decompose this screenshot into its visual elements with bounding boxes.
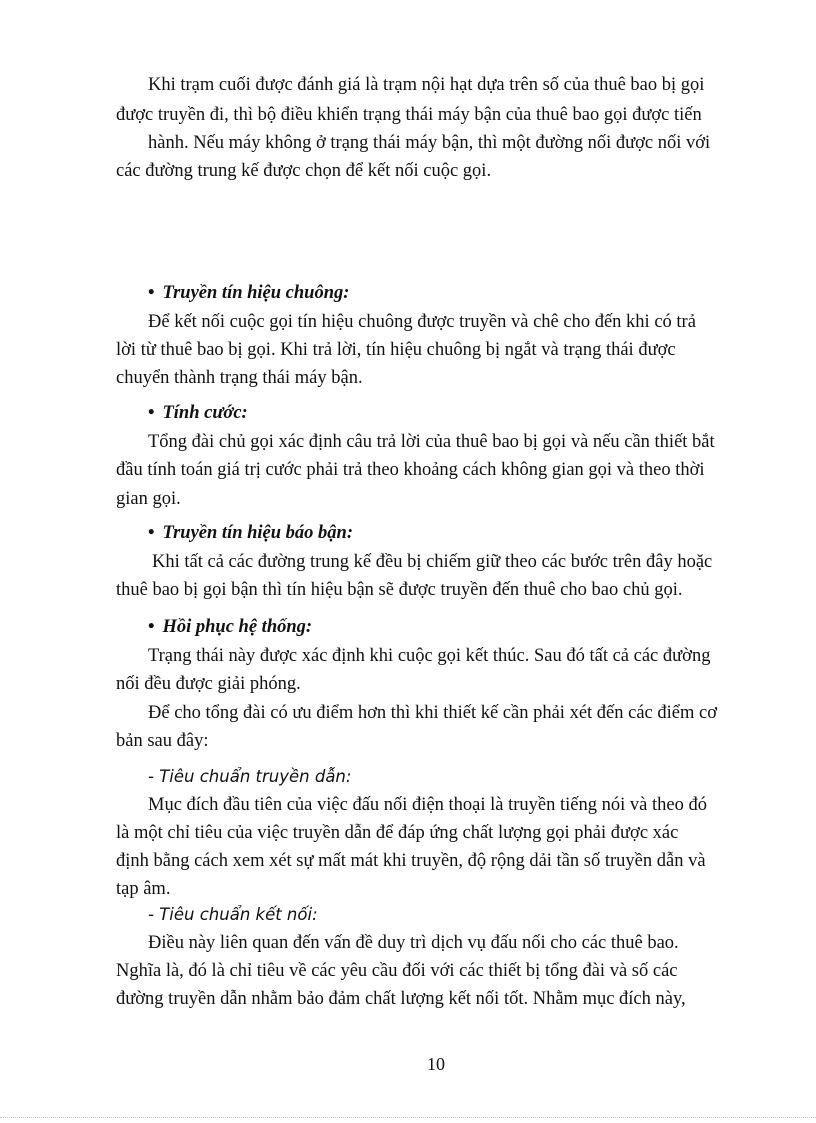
paragraph-line: Khi trạm cuối được đánh giá là trạm nội hạt dựa trên số của thuê bao bị gọi bbox=[148, 75, 705, 95]
paragraph-line: Trạng thái này được xác định khi cuộc gọi kết thúc. Sau đó tất cả các đường bbox=[148, 646, 711, 666]
page-number: 10 bbox=[427, 1054, 445, 1074]
bullet-icon: • bbox=[148, 403, 155, 423]
paragraph-line: đầu tính toán giá trị cước phải trả theo khoảng cách không gian gọi và theo thời bbox=[116, 460, 705, 480]
paragraph-line: Nghĩa là, đó là chỉ tiêu về các yêu cầu đối với các thiết bị tổng đài và số các bbox=[116, 961, 678, 981]
paragraph-line: Mục đích đầu tiên của việc đấu nối điện thoại là truyền tiếng nói và theo đó bbox=[148, 795, 707, 815]
section-heading-system-recovery bbox=[148, 616, 312, 638]
heading-text: Truyền tín hiệu báo bận: bbox=[162, 523, 353, 543]
paragraph-line: Tổng đài chủ gọi xác định câu trả lời của thuê bao bị gọi và nếu cần thiết bắt bbox=[148, 432, 715, 452]
paragraph-line: các đường trung kế được chọn để kết nối cuộc gọi. bbox=[116, 161, 492, 181]
paragraph-line: gian gọi. bbox=[116, 489, 181, 509]
paragraph-line: nối đều được giải phóng. bbox=[116, 674, 301, 694]
paragraph-line: Khi tất cả các đường trung kế đều bị chiếm giữ theo các bước trên đây hoặc bbox=[152, 552, 713, 572]
paragraph-line: là một chỉ tiêu của việc truyền dẫn để đáp ứng chất lượng gọi phải được xác bbox=[116, 823, 679, 843]
bullet-icon: • bbox=[148, 617, 155, 637]
section-heading-ring-signal bbox=[148, 282, 349, 304]
heading-text: Tính cước: bbox=[162, 403, 248, 423]
page-bottom-border bbox=[0, 1117, 816, 1118]
paragraph-line: hành. Nếu máy không ở trạng thái máy bận, thì một đường nối được nối với bbox=[148, 133, 711, 153]
paragraph-line: chuyển thành trạng thái máy bận. bbox=[116, 368, 363, 388]
paragraph-line: được truyền đi, thì bộ điều khiển trạng thái máy bận của thuê bao gọi được tiến bbox=[116, 105, 702, 125]
paragraph-line: thuê bao bị gọi bận thì tín hiệu bận sẽ được truyền đến thuê cho bao chủ gọi. bbox=[116, 580, 683, 600]
paragraph-line: định bằng cách xem xét sự mất mát khi truyền, độ rộng dải tần số truyền dẫn và bbox=[116, 851, 706, 871]
bullet-icon: • bbox=[148, 523, 155, 543]
paragraph-line: Điều này liên quan đến vấn đề duy trì dịch vụ đấu nối cho các thuê bao. bbox=[148, 933, 679, 953]
paragraph-line: đường truyền dẫn nhằm bảo đảm chất lượng kết nối tốt. Nhằm mục đích này, bbox=[116, 989, 686, 1009]
section-heading-busy-signal bbox=[148, 522, 353, 544]
heading-text: Hồi phục hệ thống: bbox=[162, 617, 313, 637]
subheading-connection-standard: - Tiêu chuẩn kết nối: bbox=[148, 905, 318, 924]
subheading-transmission-standard: - Tiêu chuẩn truyền dẫn: bbox=[148, 767, 352, 786]
paragraph-line: tạp âm. bbox=[116, 879, 171, 899]
paragraph-line: Để cho tổng đài có ưu điểm hơn thì khi thiết kế cần phải xét đến các điểm cơ bbox=[148, 703, 718, 723]
bullet-icon: • bbox=[148, 283, 155, 303]
heading-text: Truyền tín hiệu chuông: bbox=[162, 283, 350, 303]
paragraph-line: Để kết nối cuộc gọi tín hiệu chuông được truyền và chê cho đến khi có trả bbox=[148, 312, 696, 332]
section-heading-billing bbox=[148, 402, 248, 424]
paragraph-line: bản sau đây: bbox=[116, 731, 209, 751]
paragraph-line: lời từ thuê bao bị gọi. Khi trả lời, tín hiệu chuông bị ngắt và trạng thái được bbox=[116, 340, 676, 360]
